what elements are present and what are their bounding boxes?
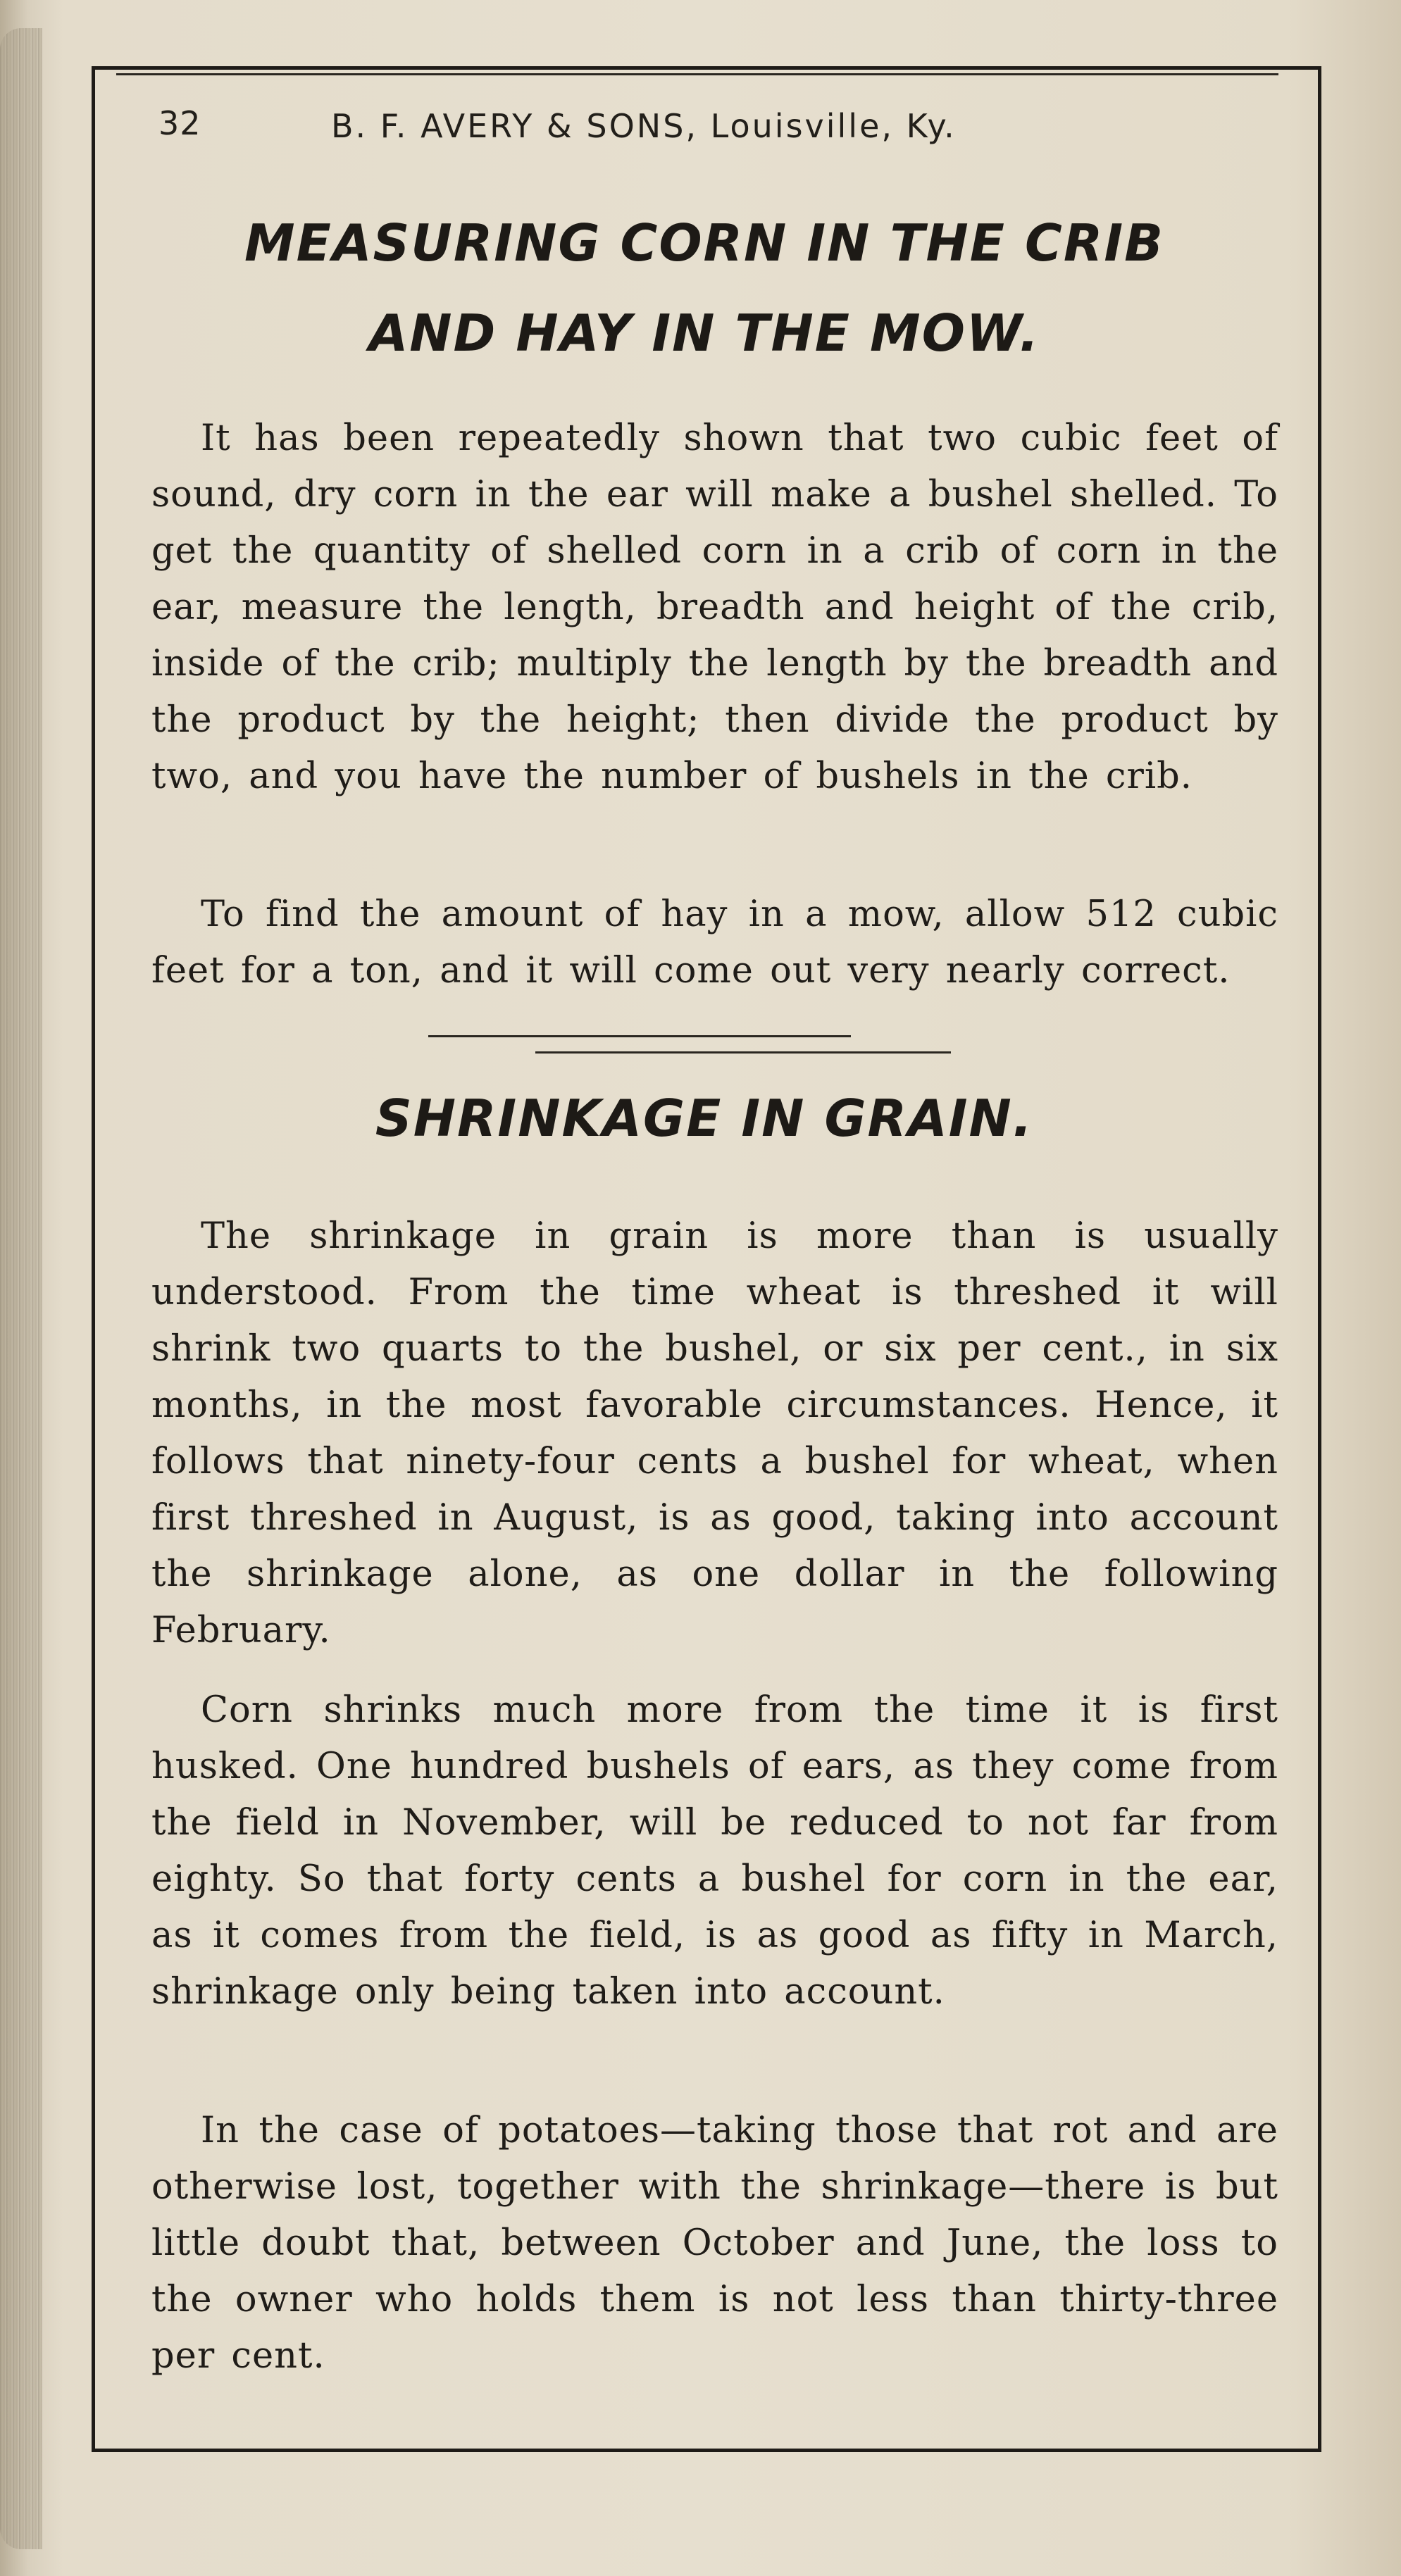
section-separator-lower [535, 1051, 951, 1053]
paragraph-corn-crib: It has been repeatedly shown that two cubic feet of sound, dry corn in the ear will make a bushel shelled. To get the quantity of shelled corn in a crib of corn in the ear, measure the length, breadth and height of the crib, inside of the crib; multiply the length by the breadth and the product by the height; then divide the product by two, and you have the number of bushels in the crib. [151, 418, 1278, 797]
page-header [158, 99, 1278, 169]
paragraph-hay-mow: To find the amount of hay in a mow, allow 512 cubic feet for a ton, and it will come out very nearly correct. [151, 894, 1278, 992]
running-head: B. F. AVERY & SONS, Louisville, Ky. [331, 107, 957, 145]
page-edge [0, 28, 42, 2549]
page-number: 32 [158, 104, 201, 142]
paragraph-potato-loss: In the case of potatoes—taking those that rot and are otherwise lost, together with the shrinkage—there is but little doubt that, between October and June, the loss to the owner who holds them is not less than thirty-three per cent. [151, 2110, 1278, 2377]
paragraph-wheat-shrinkage: The shrinkage in grain is more than is usually understood. From the time wheat is threshed it will shrink two quarts to the bushel, or six per cent., in six months, in the most favorable circumstances. Hence, it follows that ninety-four cents a bushel for wheat, when first threshed in August, is as good, taking into account the shrinkage alone, as one dollar in the following February. [151, 1215, 1278, 1651]
header-rule [116, 73, 1278, 75]
section-title-shrinkage: SHRINKAGE IN GRAIN. [375, 1089, 1034, 1148]
paragraph-corn-shrinkage: Corn shrinks much more from the time it is first husked. One hundred bushels of ears, as they come from the field in November, will be reduced to not far from eighty. So that forty cents a bushel for corn in the ear, as it comes from the field, is as good as fifty in March, shrinkage only being taken into account. [151, 1689, 1278, 2013]
section-separator-upper [428, 1035, 851, 1037]
section-title-corn-hay-line2: AND HAY IN THE MOW. [368, 304, 1040, 363]
section-title-corn-hay-line1: MEASURING CORN IN THE CRIB [244, 213, 1165, 273]
